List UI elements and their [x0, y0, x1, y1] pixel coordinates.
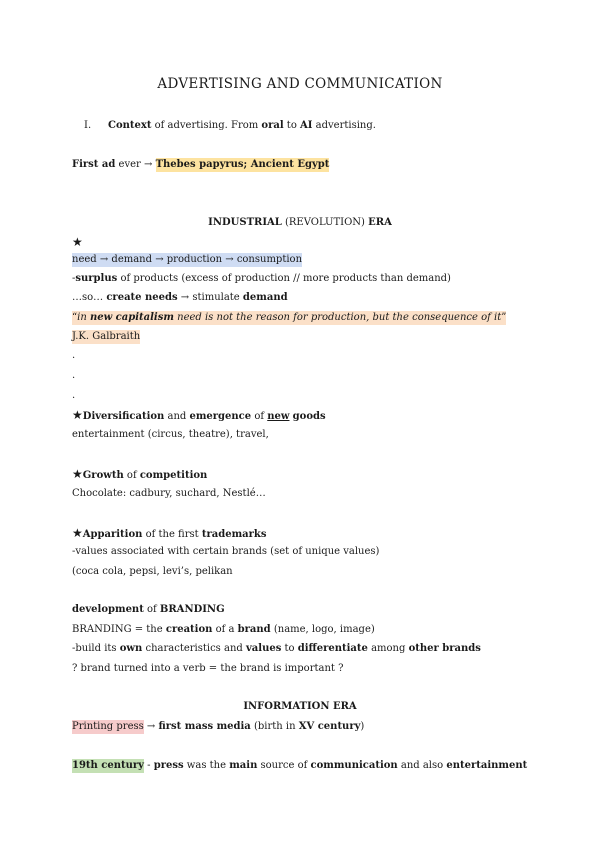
diversification-heading: ★Diversification and emergence of new goods — [72, 408, 326, 422]
information-era-heading: INFORMATION ERA — [243, 701, 357, 712]
entertainment-line: entertainment (circus, theatre), travel, — [72, 429, 269, 440]
star-icon: ★ — [72, 235, 83, 249]
star-icon: ★ — [72, 526, 83, 540]
ellipsis-dot: . — [72, 370, 76, 381]
growth-heading: ★Growth of competition — [72, 467, 208, 481]
printing-press-line: Printing press → first mass media (birth in XV century) — [72, 721, 365, 732]
nineteenth-century-line: 19th century - press was the main source of communication and also entertainment — [72, 760, 528, 771]
ellipsis-dot: . — [72, 350, 76, 361]
quote-author: J.K. Galbraith — [72, 331, 141, 342]
chocolate-line: Chocolate: cadbury, suchard, Nestlé… — [72, 488, 266, 499]
apparition-heading: ★Apparition of the first trademarks — [72, 526, 267, 540]
star-icon: ★ — [72, 467, 83, 481]
first-ad-line: First ad ever → Thebes papyrus; Ancient Egypt — [72, 159, 330, 170]
development-heading: development of BRANDING — [72, 604, 225, 615]
section-i-text: Context of advertising. From oral to AI advertising. — [108, 120, 376, 131]
build-line: -build its own characteristics and values to differentiate among other brands — [72, 643, 481, 654]
branding-definition: BRANDING = the creation of a brand (name, logo, image) — [72, 624, 375, 635]
section-numeral: I. — [84, 120, 92, 131]
brands-line: (coca cola, pepsi, levi’s, pelikan — [72, 566, 233, 577]
star-icon: ★ — [72, 408, 83, 422]
document-title: ADVERTISING AND COMMUNICATION — [157, 76, 443, 92]
consumption-chain: need → demand → production → consumption — [72, 254, 303, 265]
surplus-line: -surplus of products (excess of production // more products than demand) — [72, 273, 451, 284]
verb-line: ? brand turned into a verb = the brand is important ? — [72, 663, 344, 674]
industrial-era-heading: INDUSTRIAL (REVOLUTION) ERA — [208, 217, 392, 228]
highlight-thebes: Thebes papyrus; Ancient Egypt — [155, 159, 330, 170]
ellipsis-dot: . — [72, 390, 76, 401]
galbraith-quote: “in new capitalism need is not the reason for production, but the consequence of it” — [72, 312, 507, 323]
values-line: -values associated with certain brands (set of unique values) — [72, 546, 380, 557]
create-needs-line: …so… create needs → stimulate demand — [72, 292, 288, 303]
